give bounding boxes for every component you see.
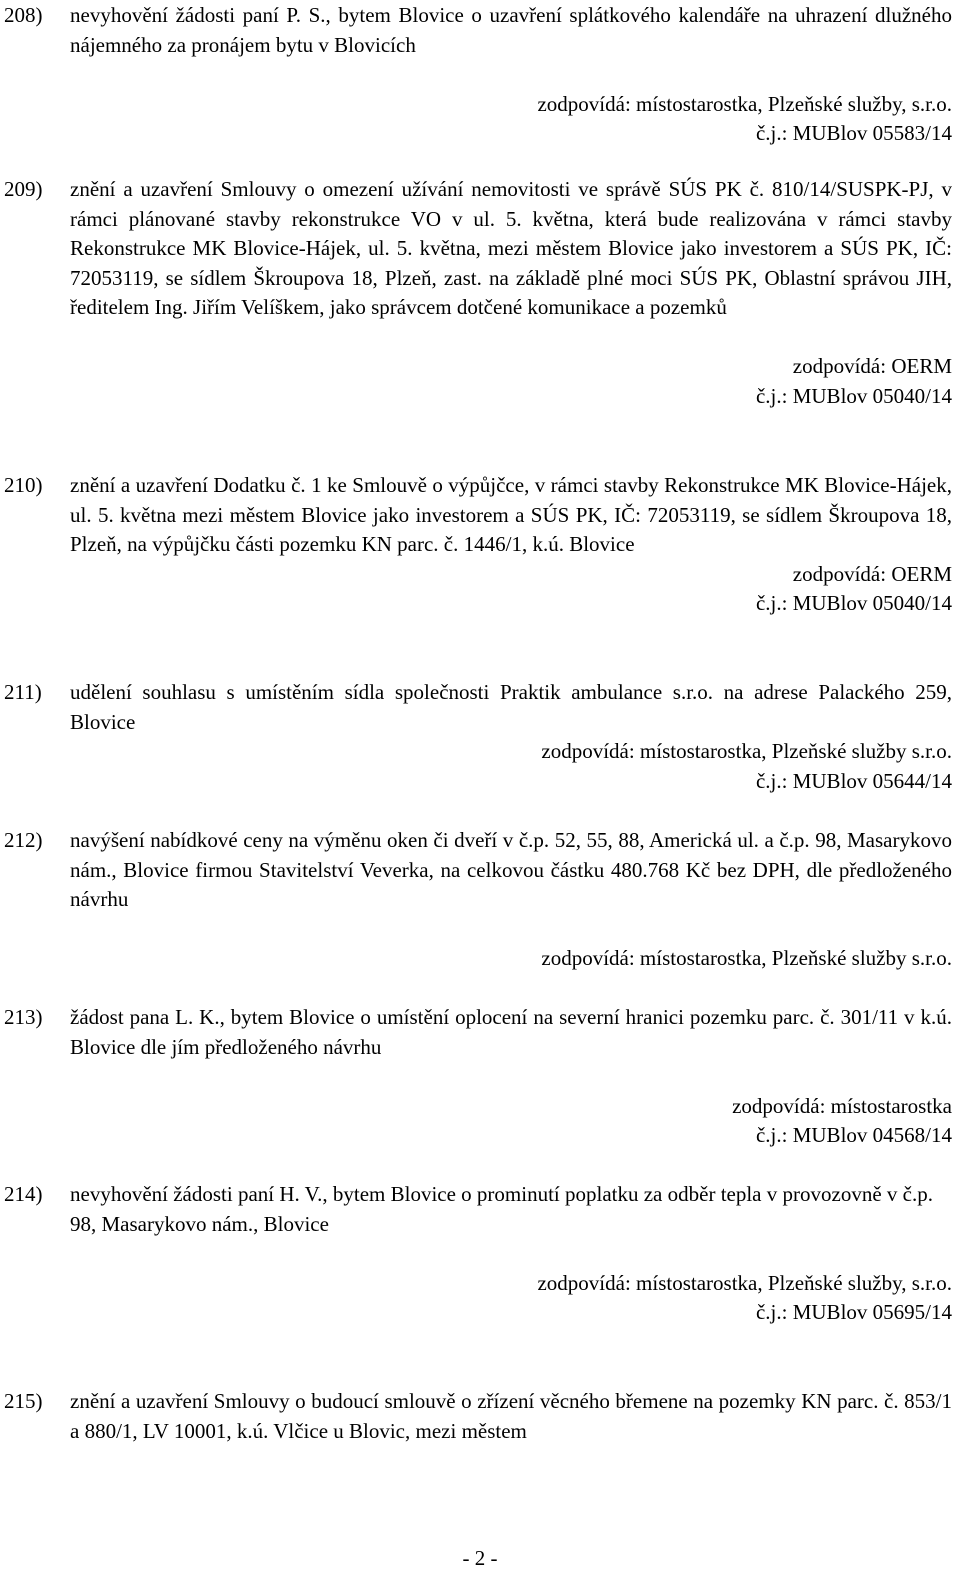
item-responsible: zodpovídá: místostarostka, Plzeňské služby s.r.o. <box>541 946 952 970</box>
item-reference: č.j.: MUBlov 05583/14 <box>755 121 952 145</box>
item-text: znění a uzavření Smlouvy o budoucí smlouvě o zřízení věcného břemene na pozemky KN parc. č. 853/1 a 880/1, LV 10001, k.ú. Vlčice u Blovic, mezi městem <box>70 1389 952 1443</box>
resolution-item-213 <box>4 1003 952 1151</box>
item-text: udělení souhlasu s umístěním sídla společnosti Praktik ambulance s.r.o. na adrese Palackého 259, Blovice <box>70 680 952 734</box>
item-reference: č.j.: MUBlov 05695/14 <box>755 1300 952 1324</box>
item-number: 212) <box>4 828 43 852</box>
page-number: - 2 - <box>462 1546 498 1570</box>
item-responsible: zodpovídá: OERM <box>792 561 952 586</box>
item-text: znění a uzavření Dodatku č. 1 ke Smlouvě o výpůjčce, v rámci stavby Rekonstrukce MK Blovice-Hájek, ul. 5. května mezi městem Blovice jako investorem a SÚS PK, IČ: 72053119, se sídlem Škroupova 18, Plzeň, na výpůjčku části pozemku KN parc. č. 1446/1, k.ú. Blovice <box>70 473 952 556</box>
item-text: znění a uzavření Smlouvy o omezení užívání nemovitosti ve správě SÚS PK č. 810/14/SUSPK-PJ, v rámci plánované stavby rekonstrukce VO v ul. 5. května, která bude realizována v rámci stavby Rekonstrukce MK Blovice-Hájek, ul. 5. května, mezi městem Blovice jako investorem a SÚS PK, IČ: 72053119, se sídlem Škroupova 18, Plzeň, zast. na základě plné moci SÚS PK, Oblastní správou JIH, ředitelem Ing. Jiřím Velíškem, jako správcem dotčené komunikace a pozemků <box>70 177 952 319</box>
item-reference: č.j.: MUBlov 05040/14 <box>755 383 952 408</box>
item-responsible: zodpovídá: OERM <box>792 354 952 378</box>
item-reference: č.j.: MUBlov 05040/14 <box>755 591 952 615</box>
resolution-item-212 <box>4 826 952 974</box>
resolution-item-211 <box>4 678 952 796</box>
item-number: 210) <box>4 473 43 497</box>
item-text: nevyhovění žádosti paní P. S., bytem Blovice o uzavření splátkového kalendáře na uhrazení dlužného nájemného za pronájem bytu v Blovicích <box>70 3 952 57</box>
resolution-item-208 <box>4 1 952 149</box>
item-responsible: zodpovídá: místostarostka, Plzeňské služby, s.r.o. <box>537 91 952 116</box>
resolution-item-210 <box>4 471 952 619</box>
item-responsible: zodpovídá: místostarostka, Plzeňské služby, s.r.o. <box>537 1270 952 1295</box>
item-number: 211) <box>4 680 42 704</box>
item-number: 215) <box>4 1389 43 1413</box>
item-text: nevyhovění žádosti paní H. V., bytem Blovice o prominutí poplatku za odběr tepla v provozovně v č.p. 98, Masarykovo nám., Blovice <box>70 1182 933 1236</box>
item-reference: č.j.: MUBlov 04568/14 <box>755 1123 952 1147</box>
resolution-item-215 <box>4 1387 952 1446</box>
item-responsible: zodpovídá: místostarostka, Plzeňské služby s.r.o. <box>541 739 952 763</box>
item-number: 213) <box>4 1005 43 1029</box>
item-text: navýšení nabídkové ceny na výměnu oken či dveří v č.p. 52, 55, 88, Americká ul. a č.p. 98, Masarykovo nám., Blovice firmou Stavitelství Veverka, na celkovou částku 480.768 Kč bez DPH, dle předloženého návrhu <box>70 828 952 911</box>
resolution-item-209 <box>4 175 952 411</box>
item-number: 208) <box>4 3 43 27</box>
item-text: žádost pana L. K., bytem Blovice o umístění oplocení na severní hranici pozemku parc. č. 301/11 v k.ú. Blovice dle jím předloženého návrhu <box>70 1005 952 1059</box>
item-reference: č.j.: MUBlov 05644/14 <box>755 768 952 793</box>
item-number: 214) <box>4 1182 43 1206</box>
resolution-item-214 <box>4 1180 952 1328</box>
item-number: 209) <box>4 177 43 201</box>
item-responsible: zodpovídá: místostarostka <box>732 1093 952 1118</box>
